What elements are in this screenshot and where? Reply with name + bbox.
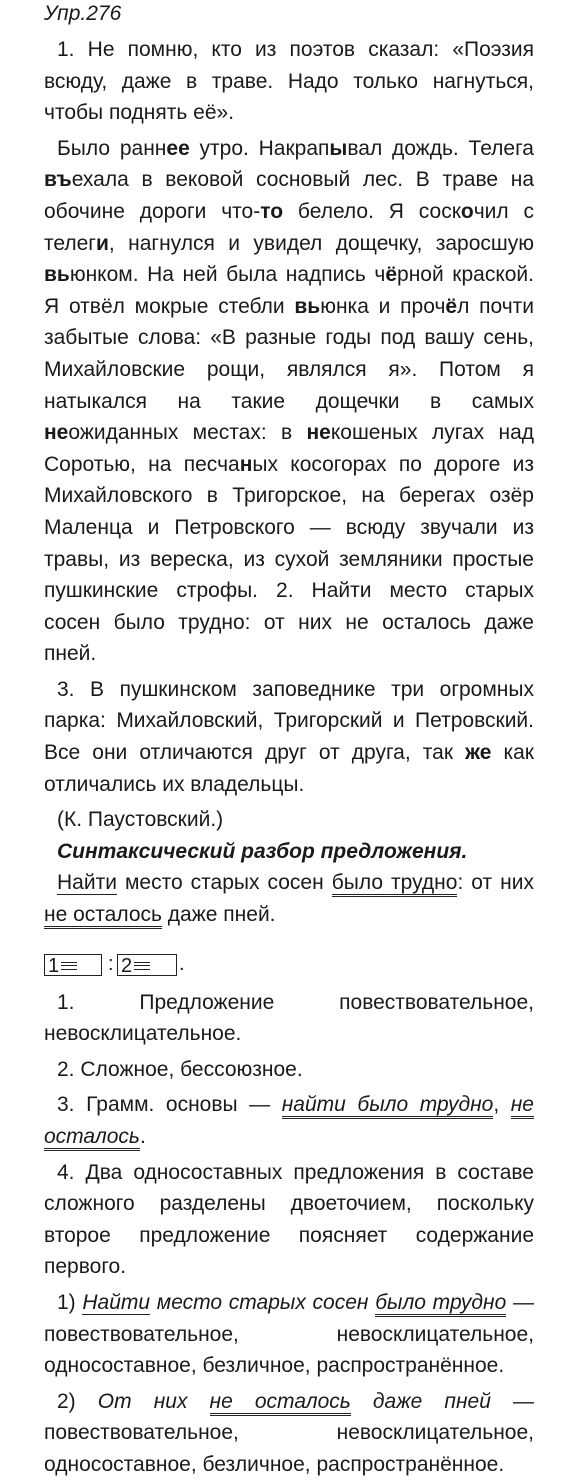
section-heading: Синтаксический разбор предложения. (57, 839, 468, 863)
scheme-colon: : (108, 952, 114, 975)
analysis-sub-1: 1) Найти место старых сосен было трудно — повествовательное, невосклицательное, односоставное, безличное, распространённое. (44, 1290, 534, 1378)
analysis-item-2: 2. Сложное, бессоюзное. (57, 1057, 303, 1081)
analysis-sub-2: 2) От них не осталось даже пней — повествовательное, невосклицательное, односоставное, безличное, распространённое. (44, 1389, 535, 1476)
author-attribution: (К. Паустовский.) (57, 808, 224, 832)
paragraph-3: 3. В пушкинском заповеднике три огромных парка: Михайловский, Тригорский и Петровский. Все они отличаются друг от друга, так же как отличались их владельцы. (44, 677, 534, 796)
scheme-box-2: 2 (117, 954, 177, 976)
scheme-box-1: 1 (44, 954, 102, 976)
predicate-symbol (134, 962, 150, 970)
paragraph-1 (44, 34, 534, 129)
exercise-number: Упр.276 (44, 2, 122, 25)
predicate-underline-2: не осталось (44, 903, 162, 929)
analysis-item-3: 3. Грамм. основы — найти было трудно, не осталось. (44, 1089, 534, 1152)
predicate-underline: было трудно (332, 871, 458, 897)
analysis-item-1: 1. Предложение повествовательное, невосклицательное. (44, 990, 534, 1046)
scheme-period: . (179, 952, 185, 975)
sentence-scheme (44, 931, 534, 987)
subject-underline: Найти (57, 871, 117, 895)
paragraph-1-text: 1. Не помню, кто из поэтов сказал: «Поэзия всюду, даже в траве. Надо только нагнуться, чтобы поднять её». (44, 38, 534, 125)
exercise-page (44, 0, 534, 1481)
analysis-item-4: 4. Два односоставных предложения в составе сложного разделены двоеточием, поскольку второе предложение поясняет содержание первого. (44, 1160, 534, 1279)
predicate-symbol (61, 962, 77, 970)
analyzed-sentence: Найти место старых сосен было трудно: от них не осталось даже пней. (44, 867, 534, 930)
paragraph-2: Было раннее утро. Накрапывал дождь. Телега въехала в вековой сосновый лес. В траве на обочине дороги что-то белело. Я соскочил с телеги, нагнулся и увидел дощечку, заросшую вьюнком. На ней была надпись чёрной краской. Я отвёл мокрые стебли вьюнка и прочёл почти забытые слова: «В разные годы под вашу сень, Михайловские рощи, являлся я». Потом я натыкался на такие дощечки в самых неожиданных местах: в некошеных лугах над Соротью, на песчаных косогорах по дороге из Михайловского в Тригорское, на берегах озёр Маленца и Петровского — всюду звучали из травы, из вереска, из сухой земляники простые пушкинские строфы. 2. Найти место старых сосен было трудно: от них не осталось даже пней. (44, 136, 535, 666)
